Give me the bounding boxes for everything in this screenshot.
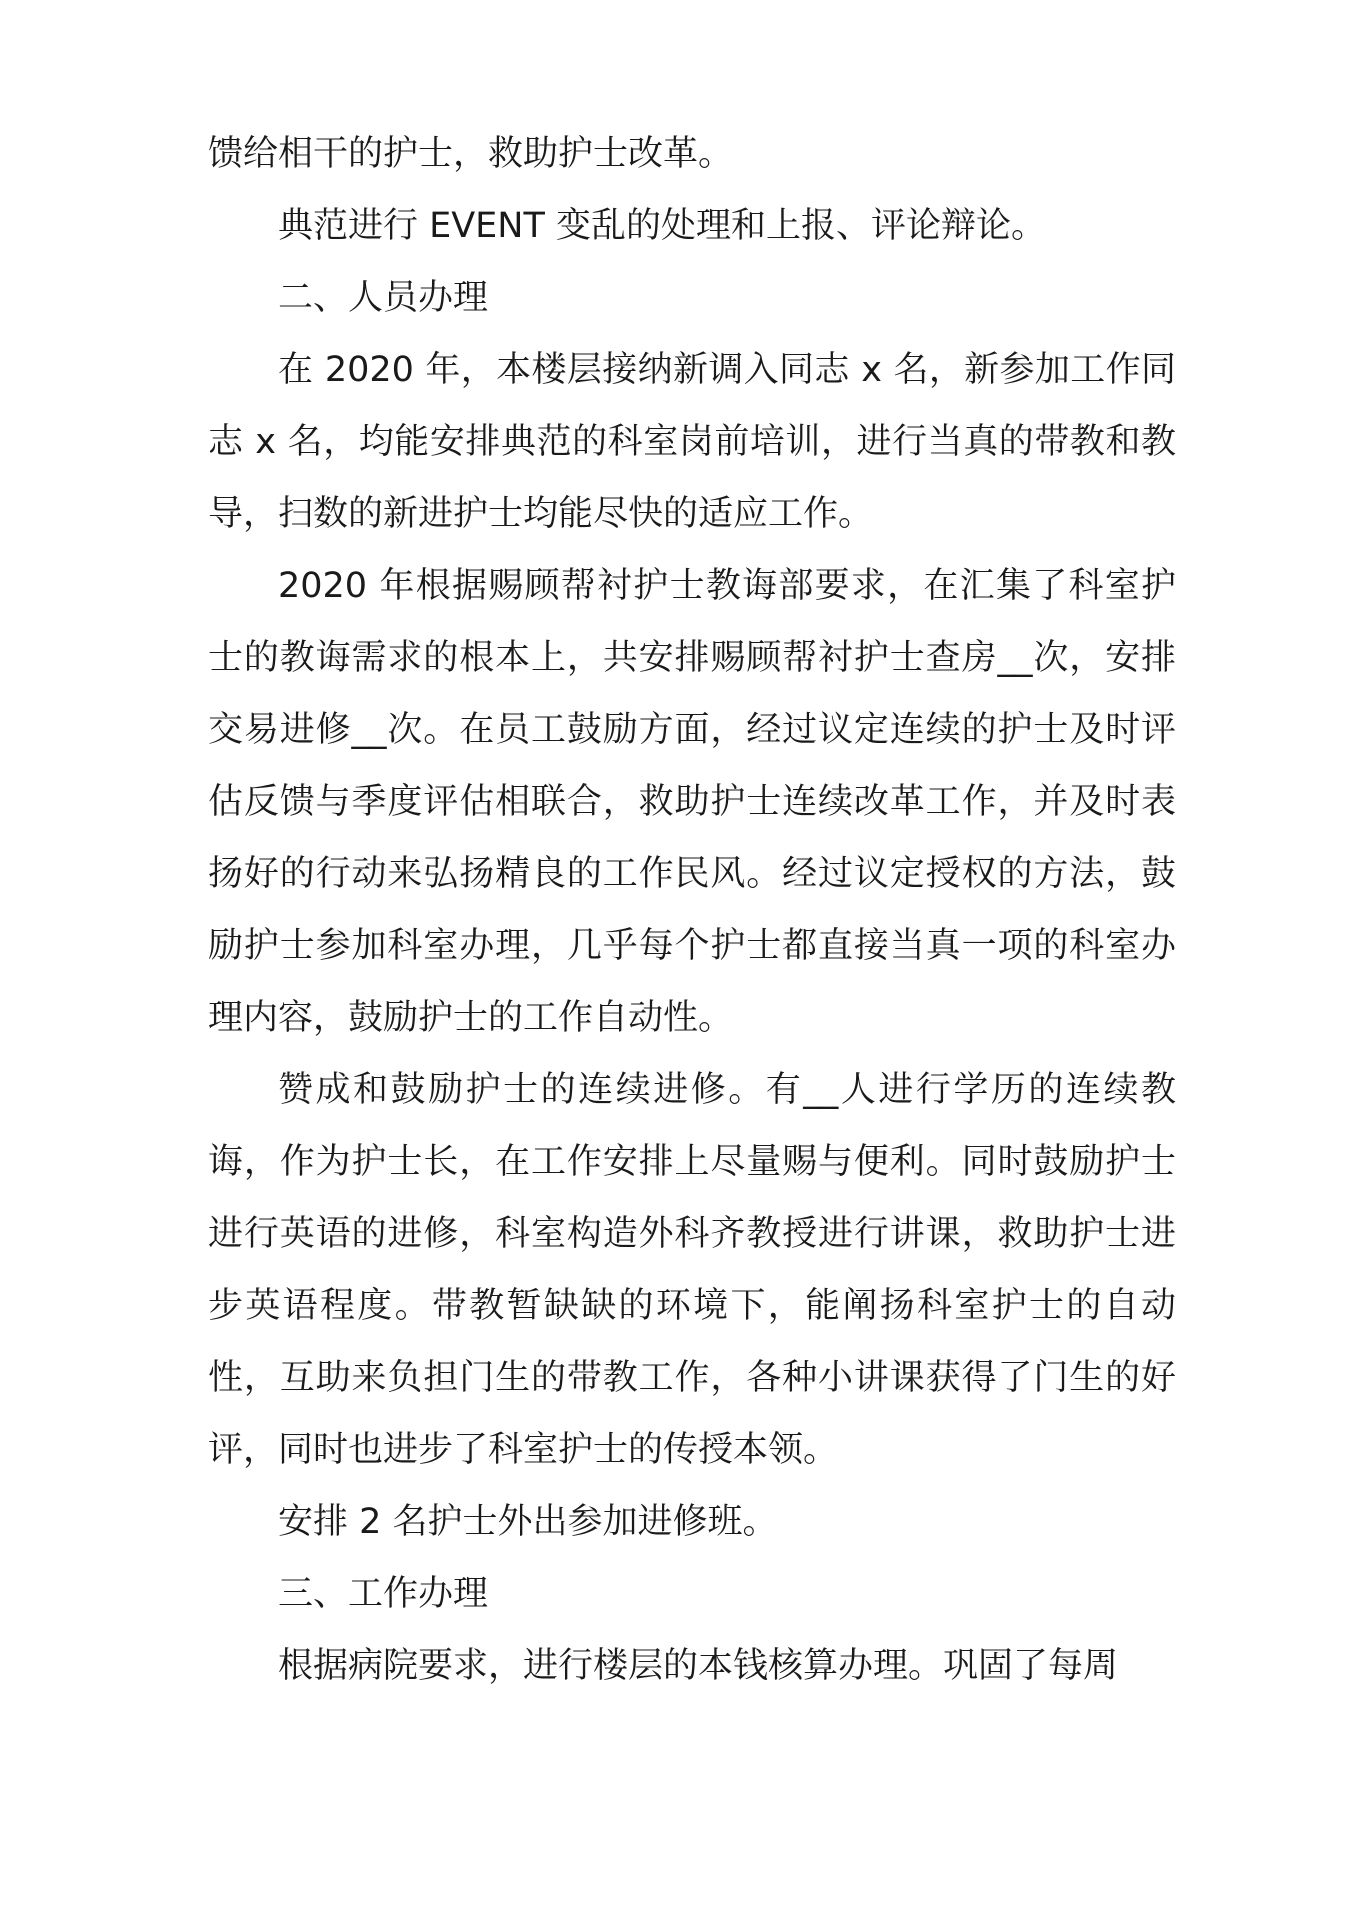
paragraph-continuing-education: 赞成和鼓励护士的连续进修。有__人进行学历的连续教诲，作为护士长，在工作安排上尽量赐与便利。同时鼓励护士进行英语的进修，科室构造外科齐教授进行讲课，救助护士进步英语程度。带教暂缺缺的环境下，能阐扬科室护士的自动性，互助来负担门生的带教工作，各种小讲课获得了门生的好评，同时也进步了科室护士的传授本领。 bbox=[208, 1070, 1176, 1470]
paragraph-feedback: 馈给相干的护士，救助护士改革。 bbox=[208, 134, 734, 174]
document-body bbox=[208, 118, 1176, 1702]
paragraph-cost-accounting: 根据病院要求，进行楼层的本钱核算办理。巩固了每周 bbox=[278, 1646, 1119, 1686]
section-heading-work-management: 三、工作办理 bbox=[278, 1574, 489, 1614]
section-heading-personnel: 二、人员办理 bbox=[278, 278, 489, 318]
paragraph-event-handling: 典范进行 EVENT 变乱的处理和上报、评论辩论。 bbox=[278, 206, 1046, 246]
paragraph-training-incentives: 2020 年根据赐顾帮衬护士教诲部要求，在汇集了科室护士的教诲需求的根本上，共安排赐顾帮衬护士查房__次，安排交易进修__次。在员工鼓励方面，经过议定连续的护士及时评估反馈与季度评估相联合，救助护士连续改革工作，并及时表扬好的行动来弘扬精良的工作民风。经过议定授权的方法，鼓励护士参加科室办理，几乎每个护士都直接当真一项的科室办理内容，鼓励护士的工作自动性。 bbox=[208, 566, 1176, 1038]
paragraph-external-courses: 安排 2 名护士外出参加进修班。 bbox=[278, 1502, 778, 1542]
paragraph-new-staff: 在 2020 年，本楼层接纳新调入同志 x 名，新参加工作同志 x 名，均能安排典范的科室岗前培训，进行当真的带教和教导，扫数的新进护士均能尽快的适应工作。 bbox=[208, 350, 1176, 534]
